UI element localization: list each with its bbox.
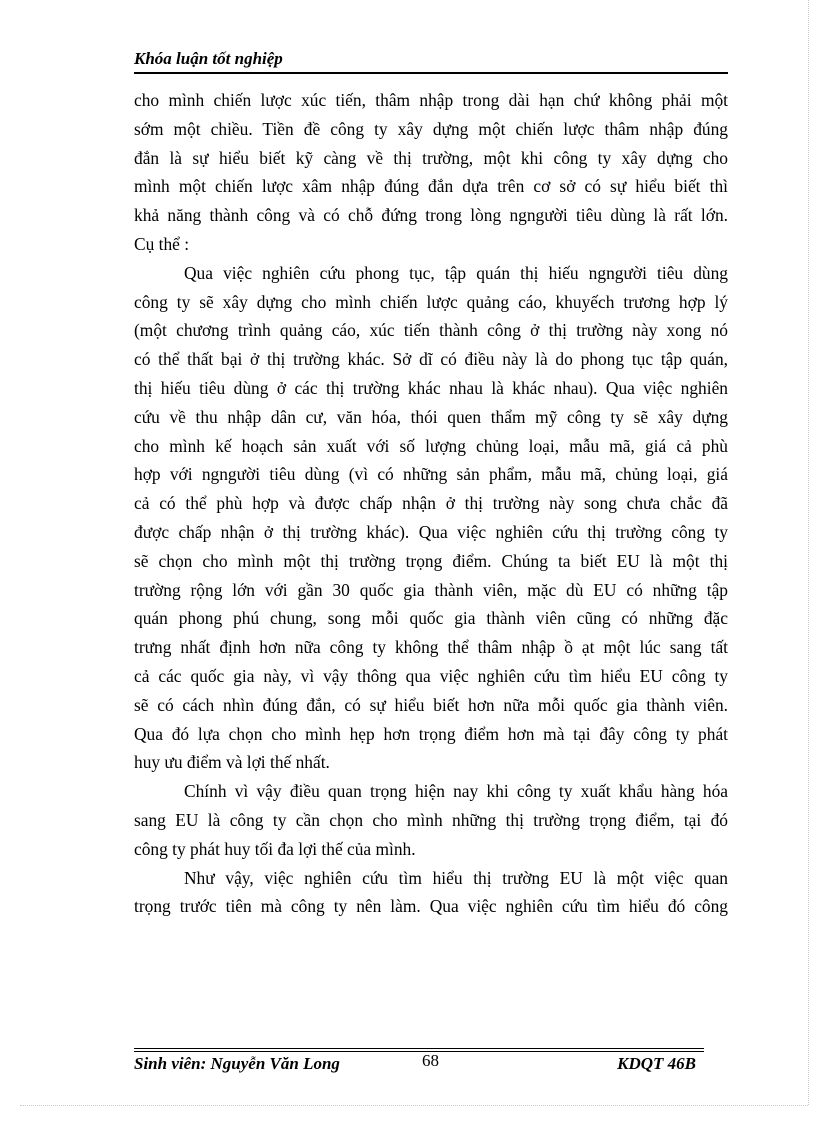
text-line: công ty phát huy tối đa lợi thế của mình. [134, 838, 416, 859]
page-footer [134, 1051, 704, 1078]
footer-rule-top [134, 1048, 704, 1049]
text-line: (một chương trình quảng cáo, xúc tiến thành công ở thị trường này xong nó [134, 320, 728, 341]
text-line: trường rộng lớn với gần 30 quốc gia thành viên, mặc dù EU có những tập [134, 579, 728, 600]
text-line: hợp với ngngười tiêu dùng (vì có những sản phẩm, mẫu mã, chủng loại, giá [134, 464, 728, 485]
text-line: quán phong phú chung, song mỗi quốc gia thành viên cũng có những đặc [134, 608, 728, 629]
text-line: sớm một chiều. Tiền đề công ty xây dựng một chiến lược thâm nhập đúng [134, 118, 728, 139]
text-line: mình một chiến lược xâm nhập đúng đắn dựa trên cơ sở có sự hiểu biết thì [134, 176, 728, 197]
text-line: Qua việc nghiên cứu phong tục, tập quán thị hiếu ngngười tiêu dùng [184, 262, 728, 283]
text-line: được chấp nhận ở thị trường khác). Qua việc nghiên cứu thị trường công ty [134, 521, 728, 542]
text-line: cứu về thu nhập dân cư, văn hóa, thói quen thẩm mỹ công ty sẽ xây dựng [134, 406, 728, 427]
text-line: sẽ chọn cho mình một thị trường trọng điểm. Chúng ta biết EU là một thị [134, 550, 728, 571]
text-line: cho mình kế hoạch sản xuất với số lượng chủng loại, mẫu mã, giá cả phù [134, 435, 728, 456]
footer-rule-bottom [134, 1051, 704, 1052]
text-line: sang EU là công ty cần chọn cho mình những thị trường trọng điểm, tại đó [134, 809, 728, 830]
footer-class-code: KDQT 46B [617, 1054, 696, 1073]
text-line: sẽ có cách nhìn đúng đắn, có sự hiểu biết hơn nữa mỗi quốc gia thành viên. [134, 694, 728, 715]
text-line: cho mình chiến lược xúc tiến, thâm nhập trong dài hạn chứ không phải một [134, 90, 728, 110]
text-line: Như vậy, việc nghiên cứu tìm hiểu thị trường EU là một việc quan [184, 867, 728, 888]
text-line: trọng trước tiên mà công ty nên làm. Qua việc nghiên cứu tìm hiểu đó công [134, 896, 728, 917]
footer-student-name: Sinh viên: Nguyễn Văn Long [134, 1054, 340, 1073]
page-number: 68 [422, 1051, 439, 1070]
page-border-bottom [20, 1105, 808, 1106]
text-line: cả có thể phù hợp và được chấp nhận ở thị trường này song chưa chắc đã [134, 493, 728, 514]
header-title: Khóa luận tốt nghiệp [134, 49, 283, 68]
page-header [134, 48, 728, 70]
body-text [134, 86, 728, 921]
text-line: Cụ thể : [134, 233, 190, 254]
text-line: công ty sẽ xây dựng cho mình chiến lược quảng cáo, khuyếch trương hợp lý [134, 291, 728, 312]
text-line: Chính vì vậy điều quan trọng hiện nay khi công ty xuất khẩu hàng hóa [184, 781, 728, 802]
text-line: huy ưu điểm và lợi thế nhất. [134, 752, 330, 773]
text-line: đắn là sự hiểu biết kỹ càng về thị trường, một khi công ty xây dựng cho [134, 147, 728, 168]
text-line: cả các quốc gia này, vì vậy thông qua việc nghiên cứu tìm hiểu EU công ty [134, 665, 728, 686]
text-line: khả năng thành công và có chỗ đứng trong lòng ngngười tiêu dùng là rất lớn. [134, 205, 728, 226]
text-line: có thể thất bại ở thị trường khác. Sở dĩ có điều này là do phong tục tập quán, [134, 349, 728, 370]
text-line: Qua đó lựa chọn cho mình hẹp hơn trọng điểm hơn mà tại đây công ty phát [134, 723, 728, 744]
text-line: thị hiếu tiêu dùng ở các thị trường khác nhau là khác nhau). Qua việc nghiên [134, 377, 728, 398]
text-line: trưng nhất định hơn nữa công ty không thể thâm nhập ồ ạt một lúc sang tất [134, 637, 728, 658]
header-rule [134, 72, 728, 74]
page-border-right [808, 0, 809, 1105]
